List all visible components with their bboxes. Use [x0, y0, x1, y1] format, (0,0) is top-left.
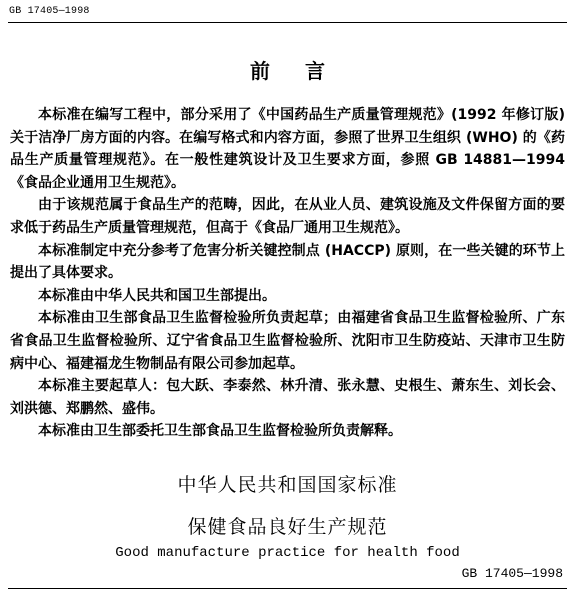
standard-title-chinese: 保健食品良好生产规范: [187, 516, 388, 538]
preface-paragraph: 本标准由卫生部食品卫生监督检验所负责起草；由福建省食品卫生监督检验所、广东省食品卫生监督检验所、辽宁省食品卫生监督检验所、沈阳市卫生防疫站、天津市卫生防病中心、福建福龙生物制品有限公司参加起草。: [10, 310, 565, 372]
preface-paragraph: 由于该规范属于食品生产的范畴，因此，在从业人员、建筑设施及文件保留方面的要求低于药品生产质量管理规范，但高于《食品厂通用卫生规范》。: [10, 197, 565, 236]
national-standard-heading: 中华人民共和国国家标准: [177, 474, 398, 496]
standard-title-english: Good manufacture practice for health food: [115, 545, 460, 561]
preface-paragraph: 本标准制定中充分参考了危害分析关键控制点 (HACCP) 原则，在一些关键的环节上提出了具体要求。: [10, 242, 565, 282]
preface-paragraph: 本标准由卫生部委托卫生部食品卫生监督检验所负责解释。: [38, 423, 402, 440]
standard-code: GB 17405—1998: [461, 566, 563, 581]
header-divider: [8, 22, 567, 23]
preface-body: [10, 104, 565, 443]
preface-paragraph: 本标准在编写工程中，部分采用了《中国药品生产质量管理规范》(1992 年修订版) 关于洁净厂房方面的内容。在编写格式和内容方面，参照了世界卫生组织 (WHO) 的《药品生产质量管理规范》。在一般性建筑设计及卫生要求方面，参照 GB 14881—1994《食品企业通用卫生规范》。: [10, 107, 565, 191]
preface-paragraph: 本标准由中华人民共和国卫生部提出。: [38, 287, 276, 304]
footer-divider: [8, 588, 567, 589]
preface-paragraph: 本标准主要起草人：包大跃、李泰然、林升清、张永慧、史根生、萧东生、刘长会、刘洪德、郑鹏然、盛伟。: [10, 378, 565, 417]
header-standard-code: GB 17405—1998: [9, 6, 90, 17]
preface-title: 前 言: [250, 59, 339, 83]
